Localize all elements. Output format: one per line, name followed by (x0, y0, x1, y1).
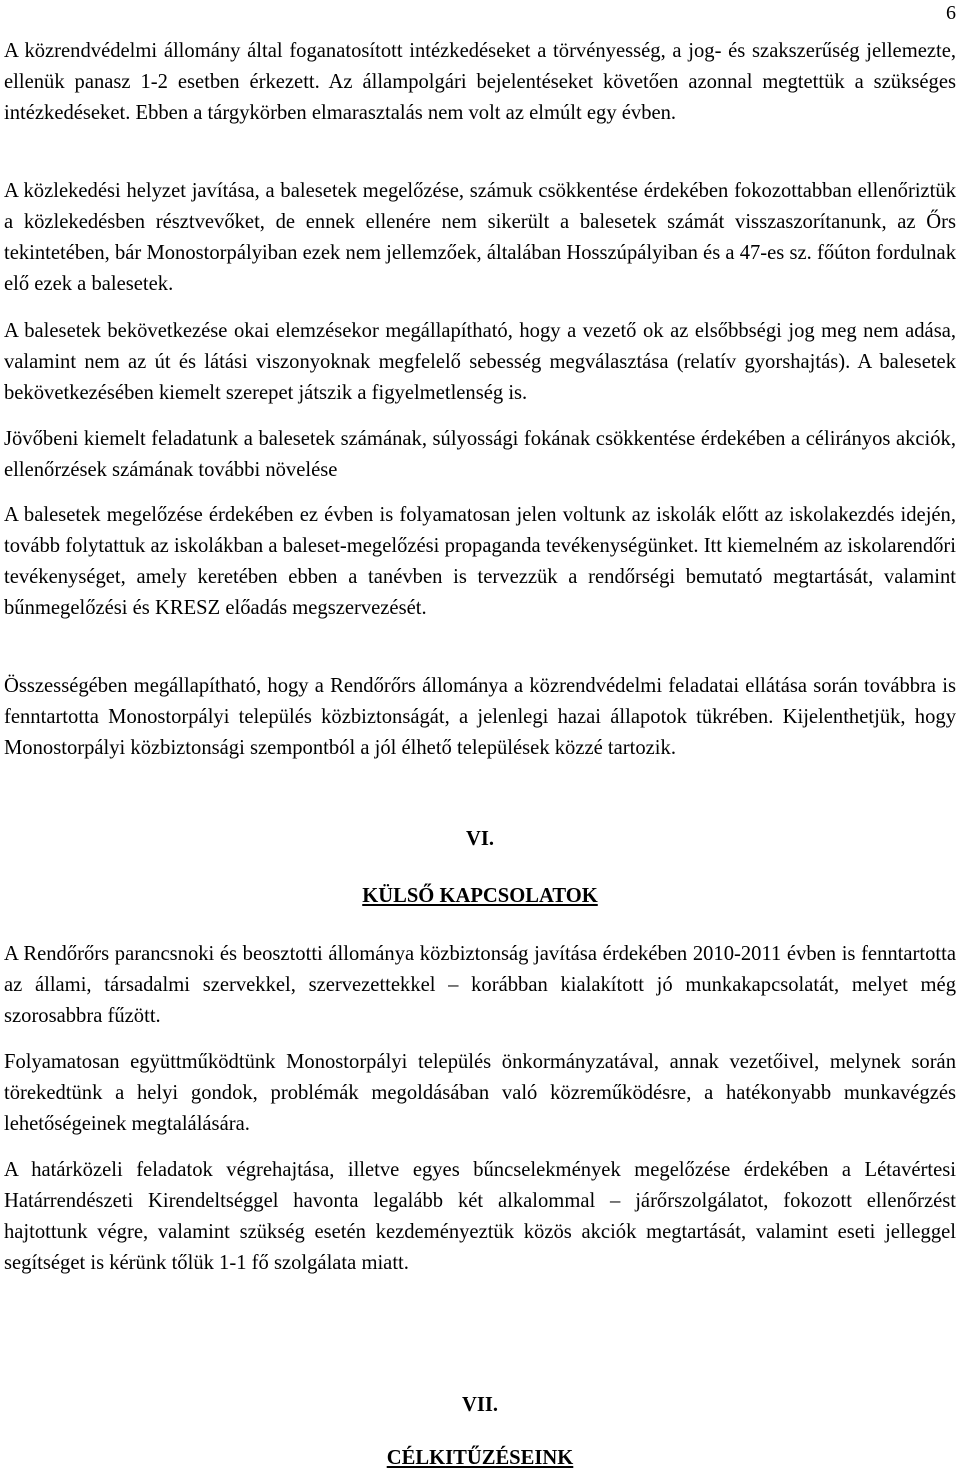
section-title-external-relations: KÜLSŐ KAPCSOLATOK (362, 885, 598, 907)
paragraph-summary: Összességében megállapítható, hogy a Rendőrőrs állománya a közrendvédelmi feladatai ellátása során továbbra is fenntartotta Monostorpályi település közbiztonságát, a jelenlegi hazai állapotok tükrében. Kijelenthetjük, hogy Monostorpályi közbiztonsági szempontból a jól élhető települések közzé tartozik. (4, 675, 956, 759)
paragraph-prevention: A balesetek megelőzése érdekében ez évben is folyamatosan jelen voltunk az iskolák előtt az iskolakezdés idején, tovább folytattuk az iskolákban a baleset-megelőzési propaganda tevékenységünket. Itt kiemelném az iskolarendőri tevékenységet, amely keretében ebben a tanévben is tervezzük a rendőrségi bemutató megtartását, valamint bűnmegelőzési és KRESZ előadás megszervezését. (4, 504, 956, 619)
section-title-objectives: CÉLKITŰZÉSEINK (386, 1447, 574, 1469)
paragraph-complaints: A közrendvédelmi állomány által foganatosított intézkedéseket a törvényesség, a jog- és szakszerűség jellemezte, ellenük panasz 1-2 esetben érkezett. Az állampolgári bejelentéseket követően azonnal megtettük a szükséges intézkedéseket. Ebben a tárgykörben elmarasztalás nem volt az elmúlt egy évben. (4, 40, 956, 124)
paragraph-accident-causes: A balesetek bekövetkezése okai elemzésekor megállapítható, hogy a vezető ok az elsőbbségi jog meg nem adása, valamint nem az út és látási viszonyoknak megfelelő sebesség megválasztása (relatív gyorshajtás). A balesetek bekövetkezésében kiemelt szerepet játszik a figyelmetlenség is. (4, 320, 956, 404)
paragraph-border-tasks: A határközeli feladatok végrehajtása, illetve egyes bűncselekmények megelőzése érdekében a Létavértesi Határrendészeti Kirendeltséggel havonta legalább két alkalommal – járőrszolgálatot, fokozott ellenőrzést hajtottunk végre, valamint szükség esetén kezdeményeztük közös akciók megtartását, valamint eseti jelleggel segítséget is kérünk tőlük 1-1 fő szolgálata miatt. (4, 1159, 956, 1274)
paragraph-traffic: A közlekedési helyzet javítása, a balesetek megelőzése, számuk csökkentése érdekében fokozottabban ellenőriztük a közlekedésben résztvevőket, de ennek ellenére nem sikerült a balesetek számát visszaszorítanunk, az Őrs tekintetében, bár Monostorpályiban ezek nem jellemzőek, általában Hosszúpályiban és a 47-es sz. főúton fordulnak elő ezek a balesetek. (4, 180, 956, 295)
paragraph-cooperation: A Rendőrőrs parancsnoki és beosztotti állománya közbiztonság javítása érdekében 2010-2011 évben is fenntartotta az állami, társadalmi szervekkel, szervezettekkel – korábban kialakított jó munkakapcsolatát, melyet még szorosabbra fűzött. (4, 943, 956, 1027)
section-number-vii: VII. (461, 1394, 499, 1416)
section-number-vi: VI. (465, 828, 495, 850)
paragraph-municipality: Folyamatosan együttműködtünk Monostorpályi település önkormányzatával, annak vezetőivel, melynek során törekedtünk a helyi gondok, problémák megoldásában való közreműködésre, a hatékonyabb munkavégzés lehetőségeinek megtalálására. (4, 1051, 956, 1135)
page-number: 6 (946, 2, 956, 24)
paragraph-future-tasks: Jövőbeni kiemelt feladatunk a balesetek számának, súlyossági fokának csökkentése érdekében a célirányos akciók, ellenőrzések számának további növelése (4, 428, 956, 481)
